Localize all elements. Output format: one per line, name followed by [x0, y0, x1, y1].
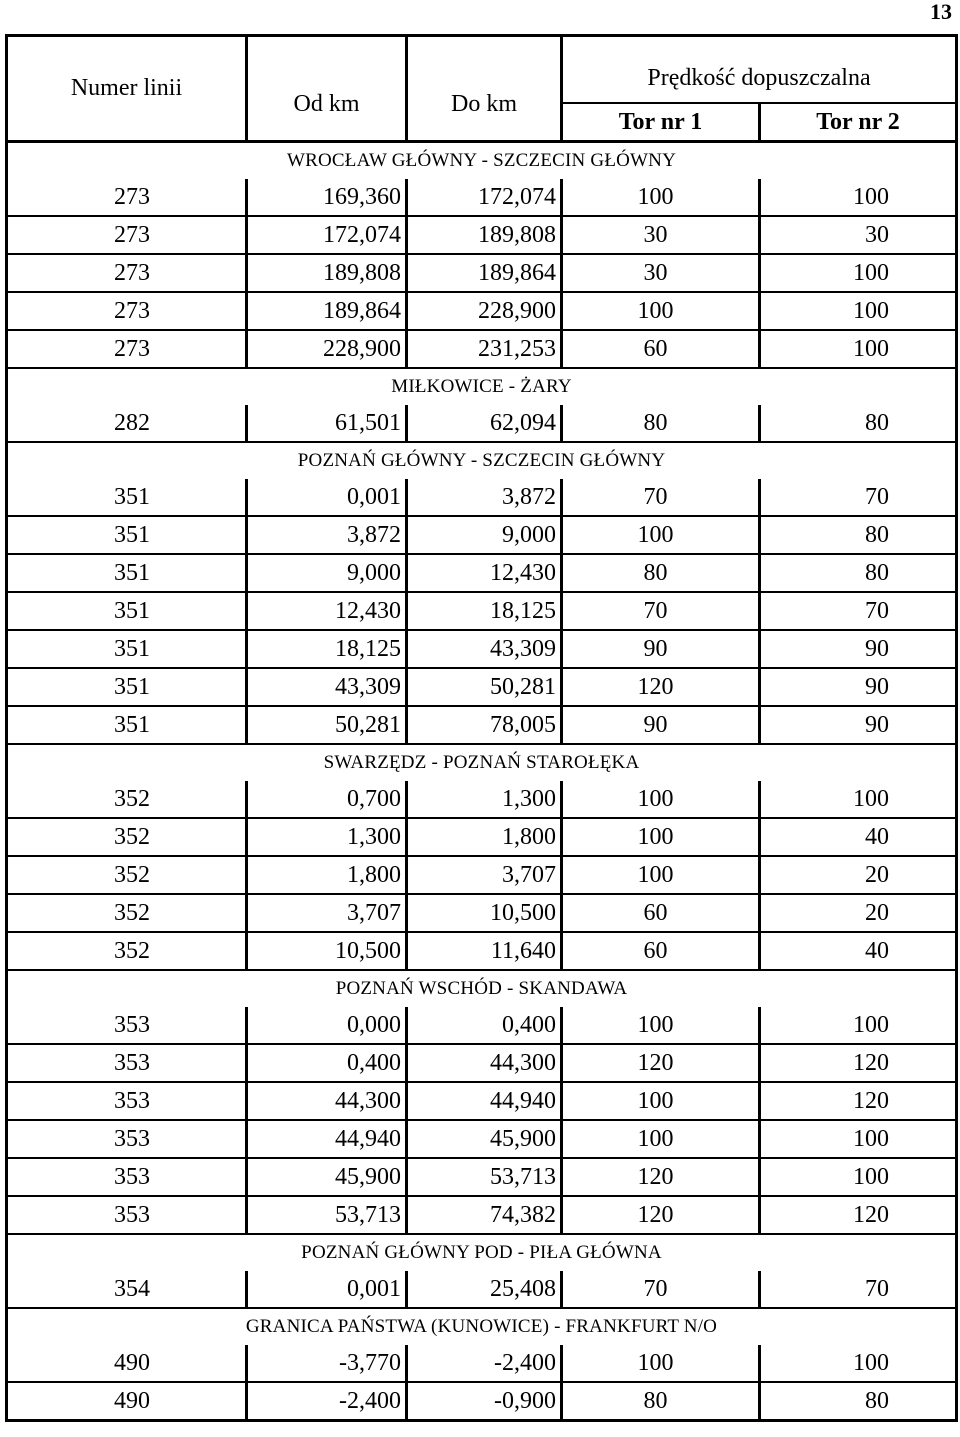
to-km-cell: 228,900	[407, 292, 562, 330]
track-2-speed-cell: 40	[760, 932, 957, 970]
table-row	[7, 179, 957, 216]
to-km-cell: 44,300	[407, 1044, 562, 1082]
track-2-speed-cell: 90	[760, 706, 957, 744]
line-number-cell: 352	[7, 894, 247, 932]
track-2-speed-cell: 120	[760, 1196, 957, 1234]
table-row	[7, 706, 957, 744]
track-1-speed-cell: 80	[562, 405, 760, 442]
from-km-cell: 0,001	[247, 479, 407, 516]
section-title: WROCŁAW GŁÓWNY - SZCZECIN GŁÓWNY	[286, 150, 677, 171]
track-1-speed-cell: 100	[562, 781, 760, 818]
track-1-speed-cell: 60	[562, 932, 760, 970]
line-number-cell: 352	[7, 932, 247, 970]
section-header-row	[7, 368, 957, 405]
track-2-speed-cell: 40	[760, 818, 957, 856]
track-2-speed-cell: 90	[760, 668, 957, 706]
line-number-cell: 351	[7, 592, 247, 630]
to-km-cell: 62,094	[407, 405, 562, 442]
line-number-cell: 353	[7, 1007, 247, 1044]
to-km-cell: -2,400	[407, 1345, 562, 1382]
from-km-cell: 0,000	[247, 1007, 407, 1044]
table-row	[7, 1082, 957, 1120]
track-2-speed-cell: 100	[760, 292, 957, 330]
from-km-cell: 1,300	[247, 818, 407, 856]
from-km-cell: 53,713	[247, 1196, 407, 1234]
line-number-cell: 273	[7, 254, 247, 292]
track-1-speed-cell: 90	[562, 706, 760, 744]
section-title: POZNAŃ GŁÓWNY POD - PIŁA GŁÓWNA	[301, 1242, 662, 1263]
table-row	[7, 292, 957, 330]
table-row	[7, 254, 957, 292]
to-km-cell: -0,900	[407, 1382, 562, 1421]
track-1-speed-cell: 100	[562, 818, 760, 856]
line-number-cell: 352	[7, 856, 247, 894]
to-km-cell: 45,900	[407, 1120, 562, 1158]
from-km-cell: 1,800	[247, 856, 407, 894]
table-row	[7, 668, 957, 706]
speed-limit-table	[5, 34, 958, 1422]
track-2-speed-cell: 80	[760, 1382, 957, 1421]
track-1-speed-cell: 80	[562, 554, 760, 592]
track-1-speed-cell: 80	[562, 1382, 760, 1421]
track-2-speed-cell: 120	[760, 1044, 957, 1082]
section-header-row	[7, 744, 957, 781]
from-km-cell: 44,940	[247, 1120, 407, 1158]
to-km-cell: 3,872	[407, 479, 562, 516]
line-number-cell: 351	[7, 706, 247, 744]
track-1-speed-cell: 60	[562, 330, 760, 368]
track-1-speed-cell: 100	[562, 1082, 760, 1120]
line-number-cell: 353	[7, 1158, 247, 1196]
from-km-cell: -3,770	[247, 1345, 407, 1382]
line-number-cell: 354	[7, 1271, 247, 1308]
to-km-cell: 3,707	[407, 856, 562, 894]
track-1-speed-cell: 120	[562, 1158, 760, 1196]
to-km-cell: 25,408	[407, 1271, 562, 1308]
line-number-cell: 490	[7, 1345, 247, 1382]
track-1-speed-cell: 90	[562, 630, 760, 668]
table-row	[7, 1382, 957, 1421]
section-header-row	[7, 1308, 957, 1345]
from-km-cell: 61,501	[247, 405, 407, 442]
to-km-cell: 43,309	[407, 630, 562, 668]
line-number-cell: 353	[7, 1082, 247, 1120]
track-2-speed-cell: 30	[760, 216, 957, 254]
track-1-speed-cell: 100	[562, 179, 760, 216]
line-number-cell: 351	[7, 516, 247, 554]
page-number: 13	[930, 0, 952, 24]
section-header-row	[7, 970, 957, 1007]
track-2-speed-cell: 100	[760, 781, 957, 818]
section-header-row	[7, 442, 957, 479]
table-row	[7, 405, 957, 442]
from-km-cell: -2,400	[247, 1382, 407, 1421]
table-row	[7, 781, 957, 818]
from-km-cell: 44,300	[247, 1082, 407, 1120]
from-km-cell: 0,700	[247, 781, 407, 818]
line-number-cell: 351	[7, 554, 247, 592]
track-2-speed-cell: 90	[760, 630, 957, 668]
table-row	[7, 856, 957, 894]
section-title: SWARZĘDZ - POZNAŃ STAROŁĘKA	[323, 752, 640, 773]
from-km-cell: 12,430	[247, 592, 407, 630]
from-km-cell: 9,000	[247, 554, 407, 592]
track-2-speed-cell: 100	[760, 179, 957, 216]
section-header-row	[7, 142, 957, 180]
line-number-cell: 351	[7, 479, 247, 516]
to-km-cell: 172,074	[407, 179, 562, 216]
track-1-speed-cell: 120	[562, 668, 760, 706]
track-1-speed-cell: 100	[562, 292, 760, 330]
table-row	[7, 516, 957, 554]
line-number-cell: 353	[7, 1120, 247, 1158]
table-row	[7, 894, 957, 932]
section-header-row	[7, 1234, 957, 1271]
track-1-speed-cell: 120	[562, 1196, 760, 1234]
track-2-speed-cell: 80	[760, 405, 957, 442]
from-km-cell: 228,900	[247, 330, 407, 368]
table-row	[7, 216, 957, 254]
to-km-cell: 10,500	[407, 894, 562, 932]
to-km-cell: 50,281	[407, 668, 562, 706]
table-row	[7, 554, 957, 592]
to-km-cell: 44,940	[407, 1082, 562, 1120]
track-2-speed-cell: 100	[760, 1345, 957, 1382]
from-km-cell: 0,001	[247, 1271, 407, 1308]
to-km-cell: 0,400	[407, 1007, 562, 1044]
track-1-speed-cell: 120	[562, 1044, 760, 1082]
to-km-cell: 1,800	[407, 818, 562, 856]
table-row	[7, 818, 957, 856]
line-number-cell: 273	[7, 330, 247, 368]
track-2-speed-cell: 100	[760, 1158, 957, 1196]
to-km-cell: 231,253	[407, 330, 562, 368]
from-km-cell: 18,125	[247, 630, 407, 668]
header-to-km: Do km	[407, 36, 562, 142]
to-km-cell: 53,713	[407, 1158, 562, 1196]
track-2-speed-cell: 100	[760, 254, 957, 292]
table-row	[7, 1120, 957, 1158]
track-2-speed-cell: 70	[760, 479, 957, 516]
line-number-cell: 353	[7, 1044, 247, 1082]
to-km-cell: 74,382	[407, 1196, 562, 1234]
section-title: GRANICA PAŃSTWA (KUNOWICE) - FRANKFURT N/O	[245, 1316, 718, 1337]
from-km-cell: 43,309	[247, 668, 407, 706]
to-km-cell: 78,005	[407, 706, 562, 744]
track-2-speed-cell: 70	[760, 592, 957, 630]
table-row	[7, 479, 957, 516]
track-1-speed-cell: 100	[562, 1345, 760, 1382]
header-from-km: Od km	[247, 36, 407, 142]
to-km-cell: 189,808	[407, 216, 562, 254]
track-1-speed-cell: 30	[562, 216, 760, 254]
line-number-cell: 352	[7, 818, 247, 856]
from-km-cell: 45,900	[247, 1158, 407, 1196]
table-row	[7, 1196, 957, 1234]
table-row	[7, 630, 957, 668]
line-number-cell: 282	[7, 405, 247, 442]
to-km-cell: 18,125	[407, 592, 562, 630]
track-1-speed-cell: 100	[562, 1120, 760, 1158]
from-km-cell: 172,074	[247, 216, 407, 254]
track-1-speed-cell: 60	[562, 894, 760, 932]
track-1-speed-cell: 100	[562, 1007, 760, 1044]
to-km-cell: 9,000	[407, 516, 562, 554]
track-2-speed-cell: 100	[760, 330, 957, 368]
track-2-speed-cell: 80	[760, 516, 957, 554]
track-2-speed-cell: 100	[760, 1120, 957, 1158]
line-number-cell: 490	[7, 1382, 247, 1421]
to-km-cell: 11,640	[407, 932, 562, 970]
section-title: POZNAŃ GŁÓWNY - SZCZECIN GŁÓWNY	[297, 450, 666, 471]
table-row	[7, 932, 957, 970]
track-1-speed-cell: 100	[562, 856, 760, 894]
track-1-speed-cell: 30	[562, 254, 760, 292]
table-row	[7, 592, 957, 630]
to-km-cell: 189,864	[407, 254, 562, 292]
table-row	[7, 1044, 957, 1082]
line-number-cell: 351	[7, 668, 247, 706]
section-title: POZNAŃ WSCHÓD - SKANDAWA	[335, 978, 628, 999]
line-number-cell: 273	[7, 292, 247, 330]
table-row	[7, 1271, 957, 1308]
header-track-1: Tor nr 1	[562, 103, 760, 142]
from-km-cell: 0,400	[247, 1044, 407, 1082]
table-body	[7, 142, 957, 1421]
from-km-cell: 10,500	[247, 932, 407, 970]
from-km-cell: 189,864	[247, 292, 407, 330]
header-line-number: Numer linii	[7, 36, 247, 142]
from-km-cell: 169,360	[247, 179, 407, 216]
from-km-cell: 3,872	[247, 516, 407, 554]
track-1-speed-cell: 100	[562, 516, 760, 554]
track-1-speed-cell: 70	[562, 592, 760, 630]
track-2-speed-cell: 70	[760, 1271, 957, 1308]
table-row	[7, 1345, 957, 1382]
header-allowed-speed: Prędkość dopuszczalna	[562, 36, 957, 104]
table-row	[7, 1007, 957, 1044]
line-number-cell: 273	[7, 179, 247, 216]
track-2-speed-cell: 120	[760, 1082, 957, 1120]
table-row	[7, 1158, 957, 1196]
line-number-cell: 273	[7, 216, 247, 254]
track-1-speed-cell: 70	[562, 1271, 760, 1308]
line-number-cell: 353	[7, 1196, 247, 1234]
track-1-speed-cell: 70	[562, 479, 760, 516]
from-km-cell: 50,281	[247, 706, 407, 744]
track-2-speed-cell: 20	[760, 894, 957, 932]
from-km-cell: 189,808	[247, 254, 407, 292]
track-2-speed-cell: 80	[760, 554, 957, 592]
header-track-2: Tor nr 2	[760, 103, 957, 142]
to-km-cell: 1,300	[407, 781, 562, 818]
section-title: MIŁKOWICE - ŻARY	[391, 376, 572, 397]
line-number-cell: 351	[7, 630, 247, 668]
track-2-speed-cell: 20	[760, 856, 957, 894]
to-km-cell: 12,430	[407, 554, 562, 592]
from-km-cell: 3,707	[247, 894, 407, 932]
track-2-speed-cell: 100	[760, 1007, 957, 1044]
line-number-cell: 352	[7, 781, 247, 818]
table-row	[7, 330, 957, 368]
